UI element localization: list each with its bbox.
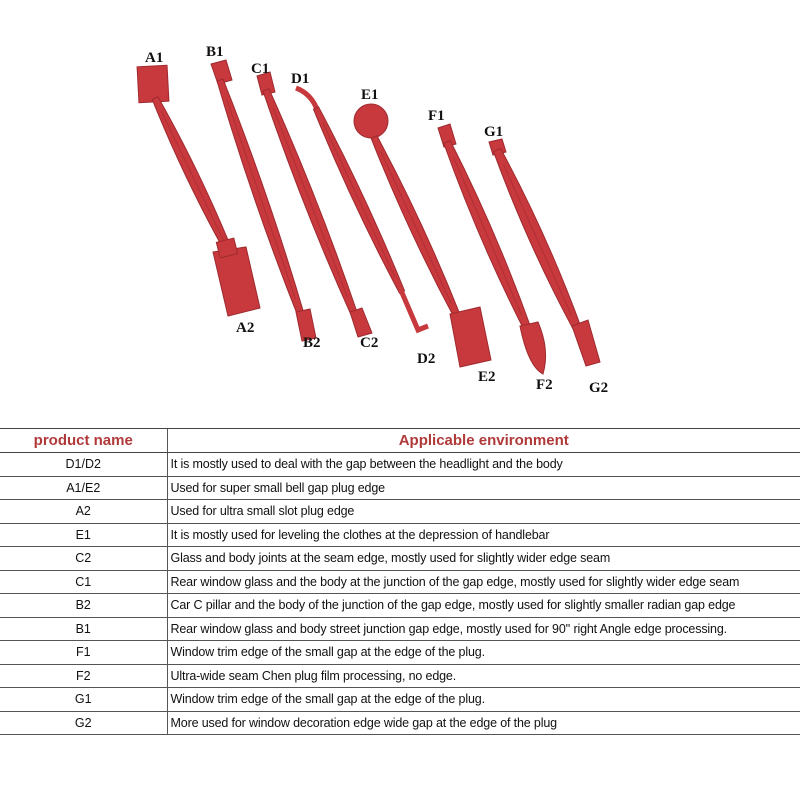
table-row — [0, 664, 800, 688]
tool-e-top-disc — [354, 104, 388, 138]
environment-cell: Glass and body joints at the seam edge, mostly used for slightly wider edge seam — [167, 547, 800, 571]
table-row — [0, 547, 800, 571]
product-name-cell: F2 — [0, 664, 167, 688]
tool-e-bottom-blade — [450, 307, 491, 367]
environment-cell: Ultra-wide seam Chen plug film processing, no edge. — [167, 664, 800, 688]
product-name-cell: A2 — [0, 500, 167, 524]
product-name-cell: G2 — [0, 711, 167, 735]
label-g1: G1 — [484, 124, 504, 140]
product-name-cell: F1 — [0, 641, 167, 665]
product-name-cell: C2 — [0, 547, 167, 571]
product-name-cell: B1 — [0, 617, 167, 641]
environment-cell: Car C pillar and the body of the junction of the gap edge, mostly used for slightly smaller radian gap edge — [167, 594, 800, 618]
table-row — [0, 500, 800, 524]
table-row — [0, 570, 800, 594]
label-c2: C2 — [360, 335, 379, 351]
environment-cell: Used for ultra small slot plug edge — [167, 500, 800, 524]
label-b2: B2 — [303, 335, 321, 351]
table-row — [0, 476, 800, 500]
table-row — [0, 594, 800, 618]
label-a2: A2 — [236, 320, 255, 336]
environment-cell: More used for window decoration edge wide gap at the edge of the plug — [167, 711, 800, 735]
label-f2: F2 — [536, 377, 553, 393]
tool-g-bottom-tip — [572, 320, 600, 366]
label-e2: E2 — [478, 369, 496, 385]
product-name-cell: D1/D2 — [0, 453, 167, 477]
environment-cell: It is mostly used to deal with the gap between the headlight and the body — [167, 453, 800, 477]
table-header-row — [0, 429, 800, 453]
table-row — [0, 688, 800, 712]
label-d1: D1 — [291, 71, 310, 87]
tool-a-top-blade — [137, 65, 169, 103]
tool-c-bottom-tip — [350, 308, 372, 337]
label-b1: B1 — [206, 44, 224, 60]
table-row — [0, 641, 800, 665]
environment-cell: Rear window glass and body street junction gap edge, mostly used for 90'' right Angle edge processing. — [167, 617, 800, 641]
label-g2: G2 — [589, 380, 609, 396]
environment-cell: Used for super small bell gap plug edge — [167, 476, 800, 500]
label-c1: C1 — [251, 61, 270, 77]
tools-layer — [137, 60, 600, 374]
label-a1: A1 — [145, 50, 164, 66]
tool-e-handle-groove — [381, 151, 452, 303]
label-d2: D2 — [417, 351, 436, 367]
tool-f-bottom-tip — [520, 322, 546, 374]
environment-cell: Window trim edge of the small gap at the edge of the plug. — [167, 641, 800, 665]
product-name-cell: G1 — [0, 688, 167, 712]
product-name-cell: E1 — [0, 523, 167, 547]
tool-d-bottom-hook — [400, 288, 428, 330]
table-row — [0, 523, 800, 547]
product-name-cell: B2 — [0, 594, 167, 618]
environment-cell: It is mostly used for leveling the clothes at the depression of handlebar — [167, 523, 800, 547]
environment-cell: Rear window glass and the body at the junction of the gap edge, mostly used for slightly wider edge seam — [167, 570, 800, 594]
table-row — [0, 617, 800, 641]
product-name-cell: A1/E2 — [0, 476, 167, 500]
table-row — [0, 711, 800, 735]
table-row — [0, 453, 800, 477]
spec-table — [0, 428, 800, 735]
product-name-cell: C1 — [0, 570, 167, 594]
header-product-name: product name — [0, 429, 167, 453]
label-f1: F1 — [428, 108, 445, 124]
tool-a-handle-groove — [161, 111, 226, 245]
header-applicable-environment: Applicable environment — [167, 429, 800, 453]
label-e1: E1 — [361, 87, 379, 103]
environment-cell: Window trim edge of the small gap at the edge of the plug. — [167, 688, 800, 712]
